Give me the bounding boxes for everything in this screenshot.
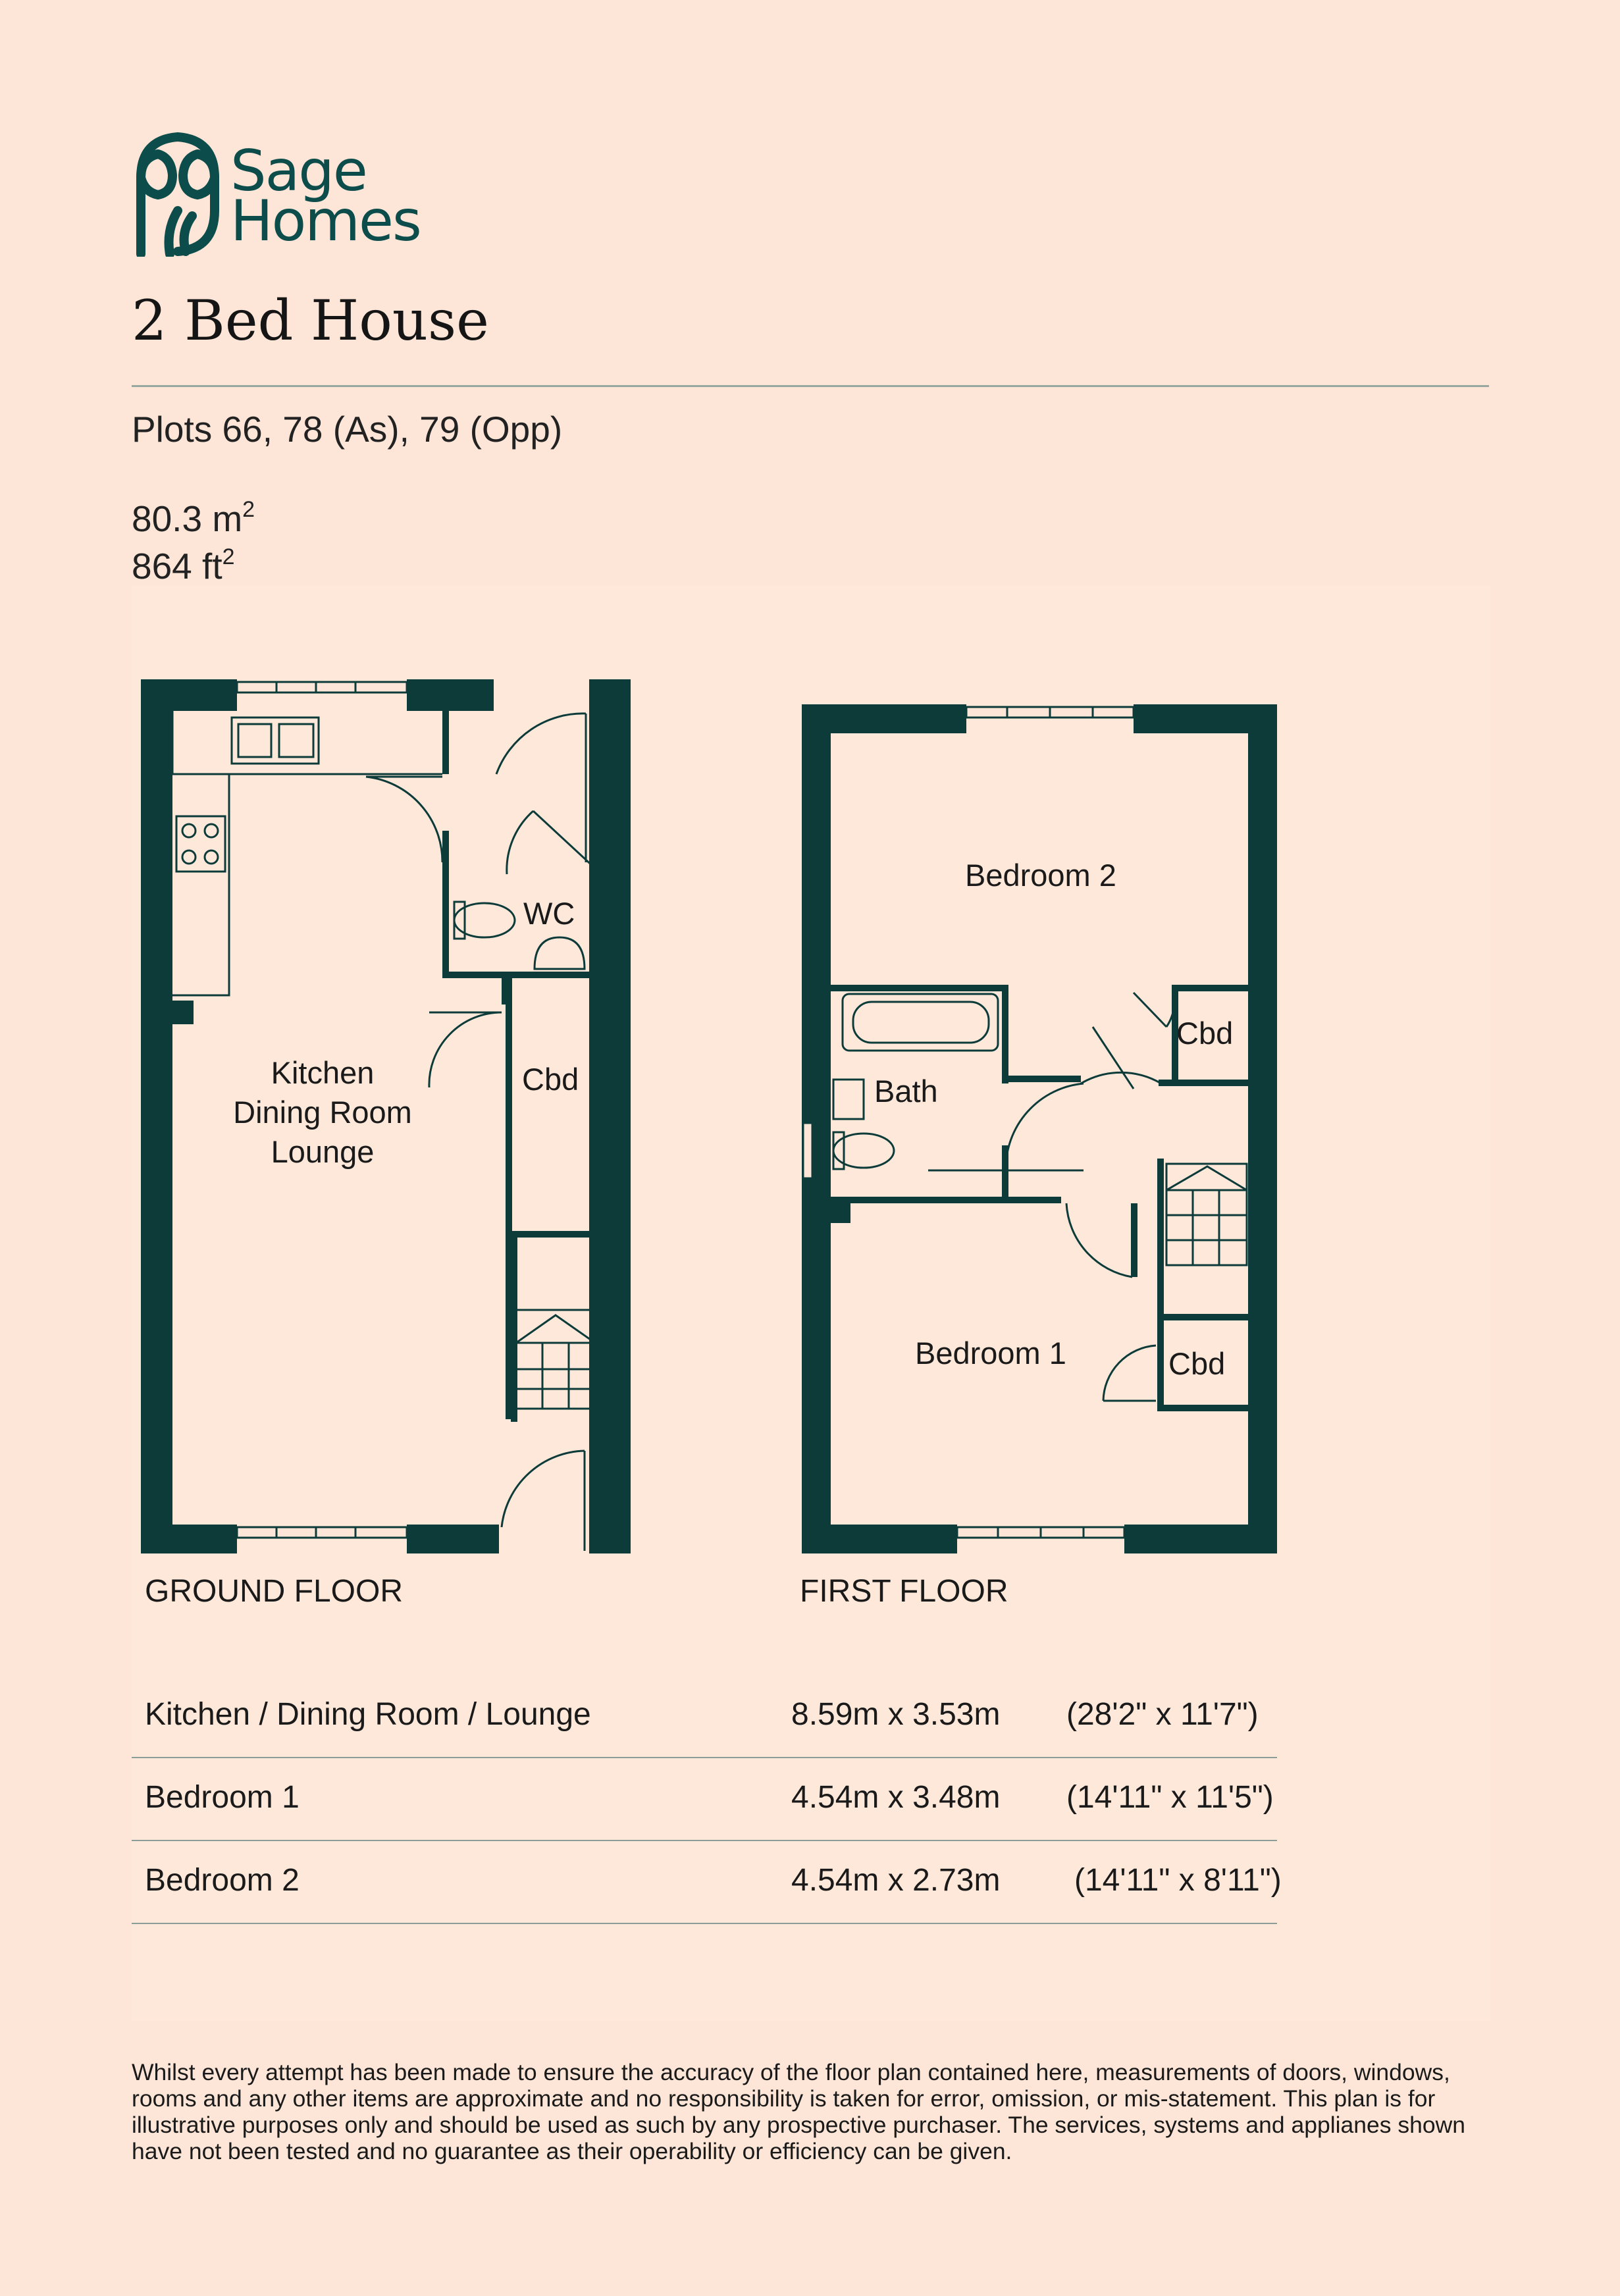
kitchen-line3: Lounge (271, 1134, 375, 1169)
brand-name (230, 138, 421, 254)
table-row (132, 1758, 1277, 1841)
disclaimer-text: Whilst every attempt has been made to ensure the accuracy of the floor plan contained here, measurements of doors, windows, rooms and any other items are approximate and no responsibility is taken for error, omission, or mis-statement. This plan is for illustrative purposes only and should be used as such by any prospective purchaser. The services, systems and applianes shown have not been tested and no guarantee as their operability or efficiency can be given. (132, 2059, 1465, 2164)
area-metric-value: 80.3 m (132, 498, 243, 539)
kitchen-line1: Kitchen (271, 1055, 375, 1090)
area-imperial-exp: 2 (222, 544, 235, 569)
plots-text: Plots 66, 78 (As), 79 (Opp) (132, 409, 563, 450)
room-imperial: (28'2" x 11'7") (1066, 1697, 1259, 1732)
room-imperial: (14'11" x 8'11") (1074, 1863, 1282, 1898)
floor-area (132, 495, 255, 590)
gf-room-cbd-label: Cbd (522, 1062, 579, 1097)
brand-name-line1: Sage (230, 138, 367, 204)
room-metric: 4.54m x 2.73m (791, 1863, 1001, 1898)
area-metric (132, 495, 255, 542)
title-divider (132, 385, 1489, 387)
brand-logo (132, 132, 224, 260)
room-metric: 8.59m x 3.53m (791, 1697, 1001, 1732)
page-title: 2 Bed House (132, 288, 489, 353)
owl-logo-icon (132, 132, 224, 257)
ground-floor-label: GROUND FLOOR (145, 1574, 404, 1609)
ff-room-cbd-lower-label: Cbd (1168, 1346, 1226, 1381)
gf-wall-top-mid (407, 679, 494, 711)
area-imperial-value: 864 ft (132, 546, 222, 587)
gf-stairs (516, 1310, 595, 1409)
kitchen-line2: Dining Room (233, 1095, 412, 1130)
room-imperial: (14'11" x 11'5") (1066, 1780, 1274, 1815)
ff-windows (803, 707, 1134, 1538)
room-metric: 4.54m x 3.48m (791, 1780, 1001, 1815)
room-name: Bedroom 2 (145, 1863, 300, 1898)
gf-room-kitchen-label (217, 1053, 428, 1172)
ff-room-bedroom1-label: Bedroom 1 (915, 1336, 1066, 1370)
first-floor-plan (790, 698, 1303, 1573)
brand-name-line2: Homes (230, 188, 421, 254)
ff-stairs (1166, 1164, 1247, 1265)
ff-room-bedroom2-label: Bedroom 2 (965, 858, 1116, 893)
first-floor-label: FIRST FLOOR (800, 1574, 1008, 1609)
gf-wall-bottom-mid (407, 1525, 499, 1553)
kitchen-units (172, 711, 442, 995)
gf-wall-top-left (141, 679, 237, 711)
room-name: Bedroom 1 (145, 1780, 300, 1815)
room-name: Kitchen / Dining Room / Lounge (145, 1697, 591, 1732)
ff-room-bath-label: Bath (874, 1074, 938, 1109)
gf-wall-left (141, 679, 172, 1553)
gf-wall-bottom-left (141, 1525, 237, 1553)
table-row (132, 1841, 1282, 1924)
dimensions-table (132, 1675, 1282, 1924)
ff-room-cbd-upper-label: Cbd (1176, 1016, 1234, 1051)
area-imperial (132, 542, 255, 590)
table-row (132, 1675, 1277, 1758)
area-metric-exp: 2 (242, 497, 255, 522)
gf-room-wc-label: WC (523, 896, 575, 931)
gf-wall-right (589, 679, 631, 1553)
